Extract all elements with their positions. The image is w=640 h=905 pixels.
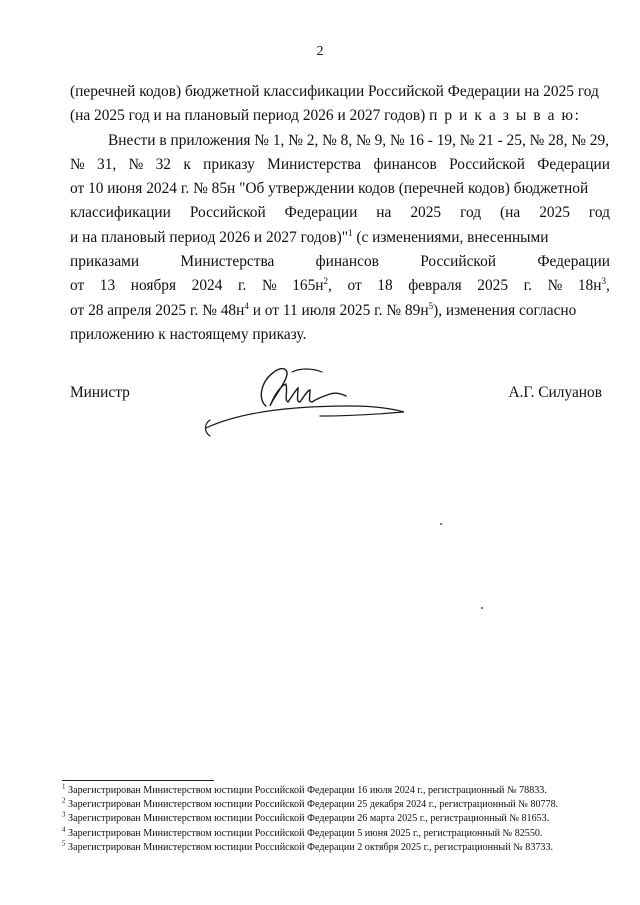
body-word: 18н bbox=[577, 277, 602, 295]
footnote-ref: 4 bbox=[244, 300, 249, 311]
body-word-group: $18н^3$, bbox=[577, 276, 610, 295]
body-word: Российской bbox=[420, 253, 497, 271]
body-word: (на bbox=[500, 204, 521, 222]
body-word: 32 bbox=[155, 155, 171, 173]
body-word: классификации bbox=[70, 204, 171, 222]
body-line-justified bbox=[70, 201, 610, 225]
body-line-text: (на 2025 год и на плановый период 2026 и 2027 годов) bbox=[70, 107, 430, 125]
body-word: г. bbox=[237, 277, 247, 295]
scan-speck bbox=[481, 607, 483, 609]
body-word: финансов bbox=[373, 155, 437, 173]
body-word: Федерации bbox=[284, 204, 358, 222]
body-word: Министерства bbox=[180, 253, 275, 271]
body-word: № bbox=[70, 155, 85, 173]
signatory-position: Министр bbox=[70, 384, 130, 401]
signatory-name: А.Г. Силуанов bbox=[508, 384, 602, 401]
body-word: 165н bbox=[292, 277, 324, 295]
body-word: Российской bbox=[189, 204, 266, 222]
body-word: № bbox=[128, 155, 144, 173]
body-line bbox=[70, 226, 610, 250]
body-word: № bbox=[547, 277, 563, 295]
footnote-number: 3 bbox=[62, 811, 66, 820]
body-line-text: и на плановый период 2026 и 2027 годов)" bbox=[70, 228, 349, 246]
footnote-text: Зарегистрирован Министерством юстиции Российской Федерации 2 октября 2025 г., регистрационный № 83733. bbox=[68, 841, 554, 853]
body-line: приложению к настоящему приказу. bbox=[70, 325, 307, 343]
body-word: г. bbox=[523, 277, 533, 295]
body-word: от bbox=[70, 277, 85, 295]
footnote-text: Зарегистрирован Министерством юстиции Российской Федерации 16 июля 2024 г., регистрационный № 78833. bbox=[68, 785, 547, 796]
body-line bbox=[70, 104, 610, 128]
footnote-item bbox=[62, 798, 622, 812]
body-line-text: (с изменениями, внесенными bbox=[352, 228, 549, 246]
footnote-number: 2 bbox=[62, 796, 66, 805]
footnote-ref: 2 bbox=[323, 276, 329, 287]
body-word: Российской bbox=[449, 155, 525, 173]
body-word: 18 bbox=[377, 277, 393, 295]
footnote-item bbox=[62, 784, 622, 798]
body-word: 31, bbox=[97, 155, 117, 173]
body-word-group: $165н^2$, bbox=[292, 276, 332, 295]
body-word: Федерации bbox=[537, 155, 610, 173]
body-line: от 10 июня 2024 г. № 85н "Об утверждении кодов (перечней кодов) бюджетной bbox=[70, 180, 589, 198]
body-word: к bbox=[183, 155, 191, 173]
footnote-text: Зарегистрирован Министерством юстиции Российской Федерации 5 июня 2025 г., регистрационный № 82550. bbox=[68, 827, 543, 839]
body-word: на bbox=[376, 204, 392, 222]
body-word: год bbox=[588, 204, 610, 222]
body-word: ноября bbox=[130, 277, 177, 295]
footnote-text: Зарегистрирован Министерством юстиции Российской Федерации 26 марта 2025 г., регистрационный № 81653. bbox=[68, 813, 550, 825]
footnote-item bbox=[62, 812, 622, 826]
body-word: февраля bbox=[408, 277, 462, 295]
body-line-justified bbox=[70, 153, 610, 177]
body-word: 2025 bbox=[410, 204, 442, 222]
footnote-item bbox=[62, 827, 622, 841]
body-line: (перечней кодов) бюджетной классификации Российской Федерации на 2025 год bbox=[70, 83, 599, 100]
body-word: от bbox=[347, 277, 362, 295]
body-word: приказу bbox=[203, 155, 255, 173]
footnote-number: 4 bbox=[62, 825, 66, 834]
footnote-number: 5 bbox=[62, 839, 66, 848]
body-word: приказами bbox=[70, 253, 140, 271]
footnote-text: Зарегистрирован Министерством юстиции Российской Федерации 25 декабря 2024 г., регистрационный № 80778. bbox=[68, 799, 559, 811]
order-body-text bbox=[70, 80, 610, 347]
handwritten-signature bbox=[200, 360, 410, 440]
body-word: № bbox=[261, 277, 277, 295]
body-word: 2024 bbox=[191, 277, 223, 295]
decree-word: п р и к а з ы в а ю: bbox=[429, 107, 581, 125]
footnote-ref: 5 bbox=[428, 300, 434, 311]
footnote-divider bbox=[62, 780, 214, 781]
body-line-text: ), изменения согласно bbox=[433, 301, 577, 319]
body-line-text: и от 11 июля 2025 г. № 89н bbox=[248, 301, 429, 319]
footnote-ref: 3 bbox=[601, 276, 606, 287]
footnote-ref: 1 bbox=[348, 227, 353, 238]
footnote-number: 1 bbox=[62, 782, 66, 791]
body-word: финансов bbox=[315, 253, 379, 271]
scan-speck bbox=[440, 523, 442, 525]
body-line: Внести в приложения № 1, № 2, № 8, № 9, № 16 - 19, № 21 - 25, № 28, № 29, bbox=[108, 131, 610, 149]
body-word: Федерации bbox=[537, 253, 610, 271]
body-line-justified bbox=[70, 250, 610, 274]
body-line bbox=[70, 299, 610, 323]
body-line-justified bbox=[70, 274, 610, 298]
footnotes bbox=[62, 784, 622, 855]
page-number: 2 bbox=[316, 44, 324, 59]
body-word: 13 bbox=[99, 277, 116, 295]
body-word: год bbox=[460, 204, 482, 222]
footnote-item bbox=[62, 841, 622, 855]
body-word: 2025 bbox=[477, 277, 509, 295]
body-word: 2025 bbox=[539, 204, 570, 222]
body-line-text: от 28 апреля 2025 г. № 48н bbox=[70, 301, 245, 319]
body-word: Министерства bbox=[267, 155, 362, 173]
